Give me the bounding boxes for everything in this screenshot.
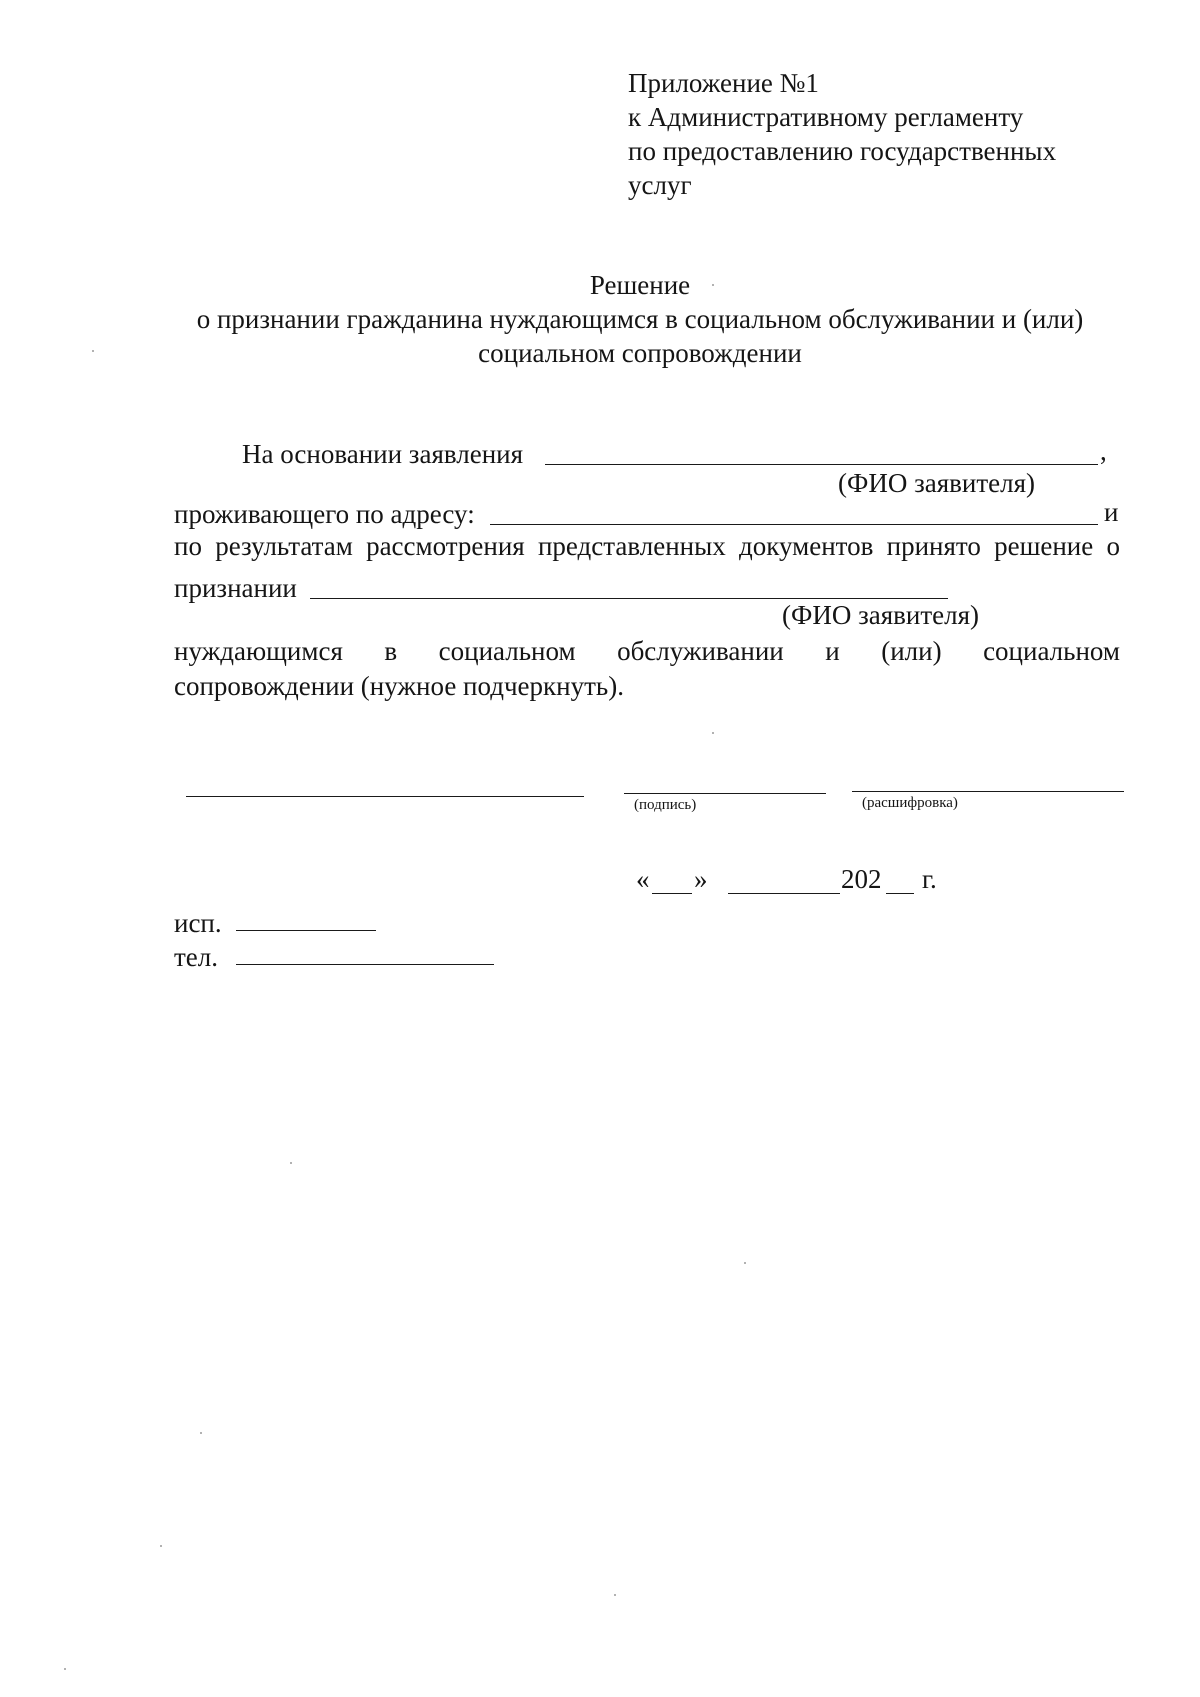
date-close-quote: » (694, 864, 708, 894)
address-blank[interactable] (490, 524, 1098, 525)
scan-speck (160, 1545, 162, 1547)
appendix-provision: по предоставлению государственных (628, 136, 1057, 166)
executor-label: исп. (174, 908, 222, 938)
day-blank[interactable] (652, 893, 692, 894)
results-line: по результатам рассмотрения представленных документов принято решение о (174, 531, 1120, 561)
year-suffix: г. (922, 864, 937, 894)
decode-caption: (расшифровка) (862, 795, 958, 811)
address-and: и (1104, 497, 1119, 527)
executor-blank[interactable] (236, 930, 376, 931)
title-decision: Решение (589, 270, 691, 300)
phone-blank[interactable] (236, 964, 494, 965)
appendix-number: Приложение №1 (628, 68, 819, 98)
applicant-name-blank-1[interactable] (545, 464, 1098, 465)
fio-caption-2: (ФИО заявителя) (782, 600, 980, 630)
basis-comma: , (1100, 436, 1107, 466)
scan-speck (64, 1668, 66, 1670)
fio-caption-1: (ФИО заявителя) (838, 468, 1036, 498)
basis-label: На основании заявления (242, 439, 524, 469)
decode-blank[interactable] (852, 791, 1124, 792)
scan-speck (712, 732, 714, 734)
position-blank[interactable] (186, 796, 584, 797)
month-blank[interactable] (728, 893, 840, 894)
recognition-label: признании (174, 573, 297, 603)
signature-blank[interactable] (624, 793, 826, 794)
final-line: сопровождении (нужное подчеркнуть). (174, 671, 624, 701)
scan-speck (290, 1162, 292, 1164)
phone-label: тел. (174, 942, 219, 972)
scan-speck (200, 1432, 202, 1434)
scan-speck (92, 350, 94, 352)
year-blank[interactable] (886, 893, 914, 894)
address-label: проживающего по адресу: (174, 499, 475, 529)
title-subject-cont: социальном сопровождении (478, 338, 802, 368)
year-prefix: 202 (841, 864, 882, 894)
date-open-quote: « (636, 864, 650, 894)
appendix-regulation: к Административному регламенту (628, 102, 1024, 132)
scan-speck (712, 284, 714, 286)
signature-caption: (подпись) (634, 797, 697, 813)
scan-speck (744, 1262, 746, 1264)
appendix-services: услуг (628, 170, 692, 200)
title-subject: о признании гражданина нуждающимся в социальном обслуживании и (или) (196, 304, 1084, 334)
scan-speck (614, 1594, 616, 1596)
needing-line: нуждающимся в социальном обслуживании и (или) социальном (174, 636, 1120, 666)
